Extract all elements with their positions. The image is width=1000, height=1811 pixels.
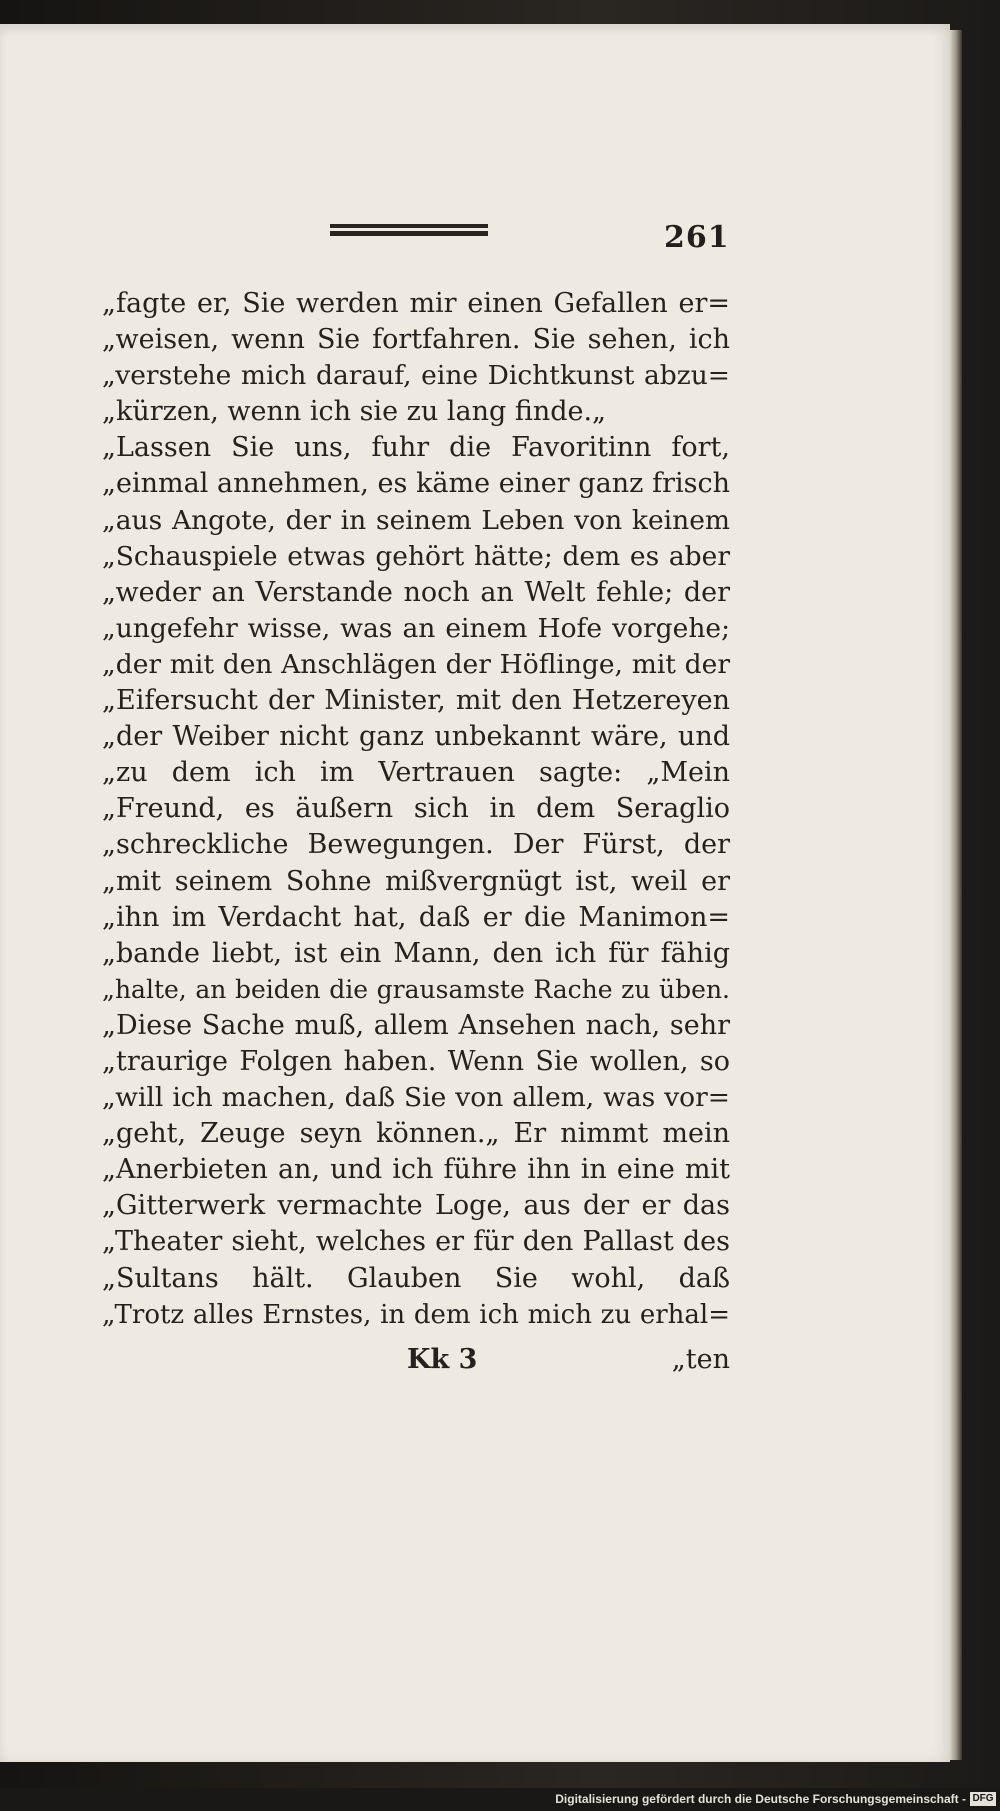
text-line: „weisen, wenn Sie fortfahren. Sie sehen, ich [102, 324, 730, 356]
text-line: „fagte er, Sie werden mir einen Gefallen er= [102, 288, 730, 319]
text-line: „schreckliche Bewegungen. Der Fürst, der [102, 829, 730, 861]
body-text [102, 286, 730, 1333]
text-line: „Theater sieht, welches er für den Pallast des [102, 1226, 730, 1258]
text-line: „zu dem ich im Vertrauen sagte: „Mein [102, 757, 730, 789]
page-number: 261 [664, 220, 730, 255]
text-line: „der mit den Anschlägen der Höflinge, mit der [102, 648, 730, 680]
header-ornament-rule [330, 224, 488, 238]
text-line: „Trotz alles Ernstes, in dem ich mich zu erhal= [102, 1299, 730, 1330]
dfg-logo-icon: DFG [970, 1792, 996, 1806]
ornament-bar-bottom [330, 231, 488, 236]
text-line: „mit seinem Sohne mißvergnügt ist, weil er [102, 865, 730, 897]
text-line: „Freund, es äußern sich in dem Seraglio [102, 793, 730, 825]
page-footer [102, 1344, 730, 1384]
text-line: „aus Angote, der in seinem Leben von keinem [102, 504, 730, 536]
book-page [0, 24, 950, 1762]
text-line: „geht, Zeuge seyn können.„ Er nimmt mein [102, 1118, 730, 1150]
catchword: „ten [671, 1344, 730, 1375]
text-line: „kürzen, wenn ich sie zu lang finde.„ [102, 396, 607, 428]
credit-text: Digitalisierung gefördert durch die Deutsche Forschungsgemeinschaft - [555, 1792, 966, 1806]
credit-bar [0, 1788, 1000, 1811]
text-line: „traurige Folgen haben. Wenn Sie wollen, so [102, 1045, 730, 1077]
signature-mark: Kk 3 [407, 1344, 478, 1375]
text-line: „Diese Sache muß, allem Ansehen nach, sehr [102, 1009, 730, 1041]
text-line: „einmal annehmen, es käme einer ganz frisch [102, 468, 730, 500]
ornament-bar-top [330, 224, 488, 228]
text-line: „Schauspiele etwas gehört hätte; dem es aber [102, 540, 730, 572]
text-line: „der Weiber nicht ganz unbekannt wäre, und [102, 721, 730, 753]
text-line: „ungefehr wisse, was an einem Hofe vorgehe; [102, 612, 730, 644]
text-line: „Lassen Sie uns, fuhr die Favoritinn fort, [102, 432, 730, 464]
text-line: „weder an Verstande noch an Welt fehle; der [102, 576, 730, 608]
text-line: „bande liebt, ist ein Mann, den ich für fähig [102, 937, 730, 969]
text-line: „Sultans hält. Glauben Sie wohl, daß [102, 1262, 730, 1294]
page-fore-edge [950, 30, 962, 1760]
text-line: „halte, an beiden die grausamste Rache zu üben. [102, 974, 730, 1004]
text-line: „Eifersucht der Minister, mit den Hetzereyen [102, 685, 730, 717]
text-line: „will ich machen, daß Sie von allem, was vor= [102, 1082, 730, 1114]
text-line: „verstehe mich darauf, eine Dichtkunst abzu= [102, 360, 730, 392]
text-line: „ihn im Verdacht hat, daß er die Manimon= [102, 901, 730, 933]
text-line: „Gitterwerk vermachte Loge, aus der er das [102, 1190, 730, 1222]
text-line: „Anerbieten an, und ich führe ihn in eine mit [102, 1154, 730, 1186]
